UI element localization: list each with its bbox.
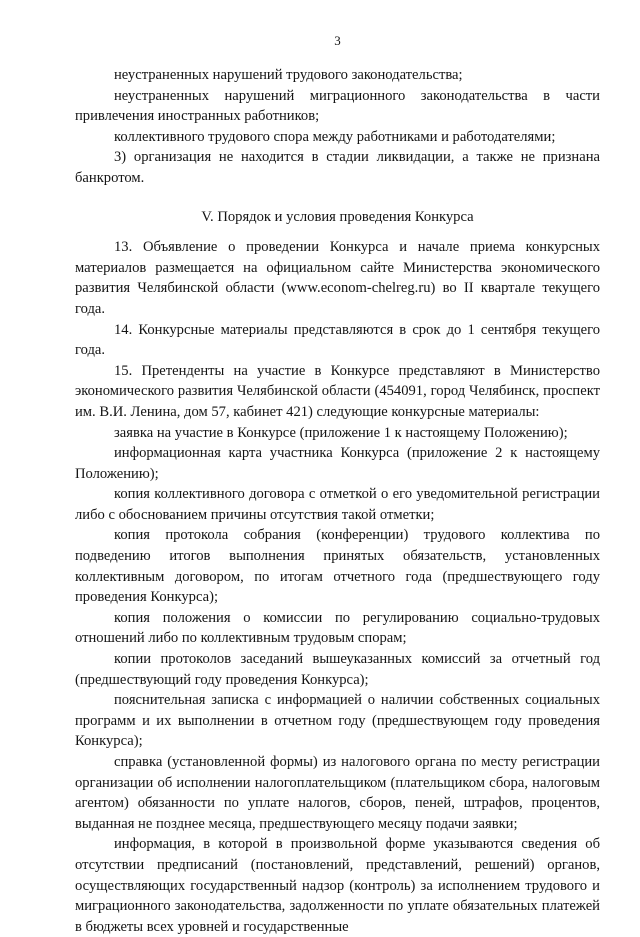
section-heading: V. Порядок и условия проведения Конкурса [201,208,474,225]
paragraph: коллективного трудового спора между работниками и работодателями; [114,128,556,145]
paragraph: неустраненных нарушений трудового законодательства; [114,67,463,83]
paragraph: пояснительная записка с информацией о наличии собственных социальных программ и их выполнении в отчетном году (предшествующем году проведения Конкурса); [75,692,600,750]
paragraph: копия положения о комиссии по регулированию социально-трудовых отношений либо по коллективным трудовым спорам; [75,609,600,647]
section-body [75,237,600,937]
page-number: 3 [334,33,341,48]
paragraph: копии протоколов заседаний вышеуказанных комиссий за отчетный год (предшествующий году проведения Конкурса); [75,651,600,688]
paragraph: 15. Претенденты на участие в Конкурсе представляют в Министерство экономического развития Челябинской области (454091, город Челябинск, проспект им. В.И. Ленина, дом 57, кабинет 421) следующие конкурсные материалы: [75,362,600,420]
paragraph: 14. Конкурсные материалы представляются в срок до 1 сентября текущего года. [75,321,600,359]
intro-list [75,65,600,189]
paragraph: заявка на участие в Конкурсе (приложение 1 к настоящему Положению); [114,424,568,441]
paragraph: информационная карта участника Конкурса (приложение 2 к настоящему Положению); [75,445,600,482]
paragraph: справка (установленной формы) из налогового органа по месту регистрации организации об исполнении налогоплательщиком (плательщиком сбора, налоговым агентом) обязанности по уплате налогов, сборов, пеней, штрафов, процентов, выданная не позднее месяца, предшествующего месяцу подачи заявки; [75,754,600,832]
paragraph: копия коллективного договора с отметкой о его уведомительной регистрации либо с обоснованием причины отсутствия такой отметки; [75,486,600,523]
paragraph: 3) организация не находится в стадии ликвидации, а также не признана банкротом. [75,149,600,186]
paragraph: копия протокола собрания (конференции) трудового коллектива по подведению итогов выполнения принятых обязательств, установленных коллективным договором, по итогам отчетного года (предшествующего году проведения Конкурса); [75,527,600,606]
paragraph: информация, в которой в произвольной форме указываются сведения об отсутствии предписаний (постановлений, представлений, решений) органов, осуществляющих государственный надзор (контроль) за исполнением трудового и миграционного законодательства, задолженности по уплате обязательных платежей в бюджеты всех уровней и государственные [75,836,600,935]
paragraph: 13. Объявление о проведении Конкурса и начале приема конкурсных материалов размещается на официальном сайте Министерства экономического развития Челябинской области (www.econom-chelreg.ru) во II квартале текущего года. [75,239,600,317]
paragraph: неустраненных нарушений миграционного законодательства в части привлечения иностранных работников; [75,87,600,125]
